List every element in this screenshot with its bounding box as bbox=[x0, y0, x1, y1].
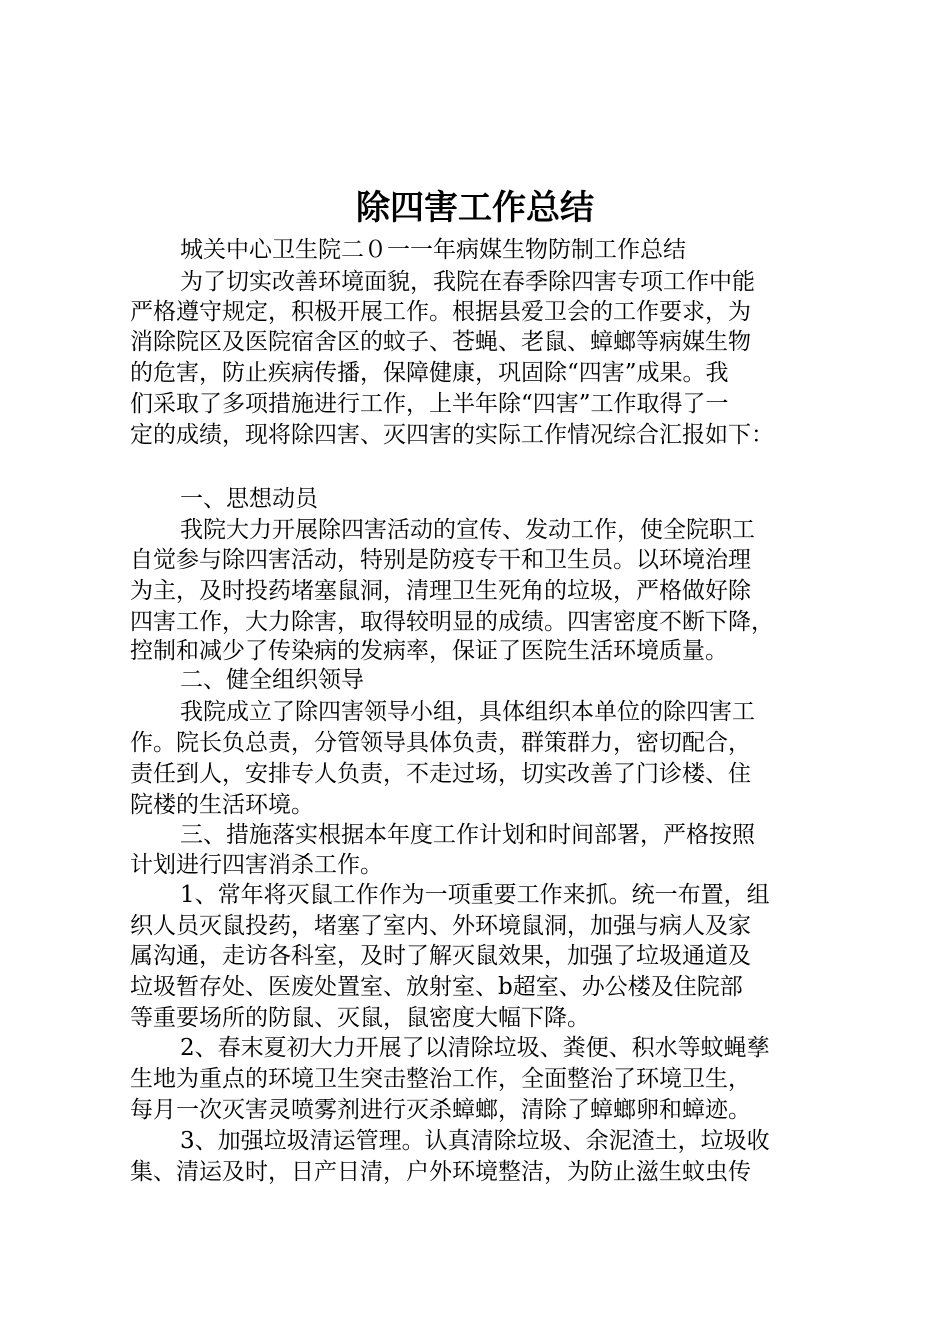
body-line: 计划进行四害消杀工作。 bbox=[130, 852, 383, 878]
body-line: 严格遵守规定，积极开展工作。根据县爱卫会的工作要求，为 bbox=[130, 299, 751, 325]
body-line: 垃圾暂存处、医废处置室、放射室、b超室、办公楼及住院部 bbox=[130, 974, 743, 1000]
body-line: 为主，及时投药堵塞鼠洞，清理卫生死角的垃圾，严格做好除 bbox=[130, 578, 751, 604]
body-line: 责任到人，安排专人负责，不走过场，切实改善了门诊楼、住 bbox=[130, 761, 751, 787]
body-line: 控制和减少了传染病的发病率，保证了医院生活环境质量。 bbox=[130, 638, 728, 664]
body-line: 作。院长负总责，分管领导具体负责，群策群力，密切配合， bbox=[130, 730, 751, 756]
body-line: 的危害，防止疾病传播，保障健康，巩固除“四害”成果。我 bbox=[130, 360, 729, 386]
body-line: 院楼的生活环境。 bbox=[130, 792, 314, 818]
body-line: 们采取了多项措施进行工作，上半年除“四害”工作取得了一 bbox=[130, 391, 729, 417]
body-line: 我院成立了除四害领导小组，具体组织本单位的除四害工 bbox=[180, 699, 755, 725]
body-line: 定的成绩，现将除四害、灭四害的实际工作情况综合汇报如下： bbox=[130, 422, 774, 448]
numbered-item: 3、加强垃圾清运管理。认真清除垃圾、余泥渣土，垃圾收 bbox=[180, 1128, 770, 1154]
numbered-item: 2、春末夏初大力开展了以清除垃圾、粪便、积水等蚊蝇孳 bbox=[180, 1035, 770, 1061]
body-line: 为了切实改善环境面貌，我院在春季除四害专项工作中能 bbox=[180, 269, 755, 295]
document-title: 除四害工作总结 bbox=[356, 188, 594, 228]
section-heading: 三、措施落实根据本年度工作计划和时间部署，严格按照 bbox=[180, 822, 755, 848]
body-line: 消除院区及医院宿舍区的蚊子、苍蝇、老鼠、蟑螂等病媒生物 bbox=[130, 329, 751, 355]
body-line: 我院大力开展除四害活动的宣传、发动工作，使全院职工 bbox=[180, 517, 755, 543]
section-heading: 一、思想动员 bbox=[180, 486, 318, 512]
body-line: 四害工作，大力除害，取得较明显的成绩。四害密度不断下降， bbox=[130, 609, 774, 635]
subtitle-line: 城关中心卫生院二０一一年病媒生物防制工作总结 bbox=[180, 237, 686, 263]
body-line: 织人员灭鼠投药，堵塞了室内、外环境鼠洞，加强与病人及家 bbox=[130, 913, 751, 939]
body-line: 等重要场所的防鼠、灭鼠，鼠密度大幅下降。 bbox=[130, 1005, 590, 1031]
numbered-item: 1、常年将灭鼠工作作为一项重要工作来抓。统一布置，组 bbox=[180, 882, 770, 908]
body-line: 自觉参与除四害活动，特别是防疫专干和卫生员。以环境治理 bbox=[130, 547, 751, 573]
body-line: 每月一次灭害灵喷雾剂进行灭杀蟑螂，清除了蟑螂卵和蟑迹。 bbox=[130, 1097, 751, 1123]
body-line: 生地为重点的环境卫生突击整治工作，全面整治了环境卫生， bbox=[130, 1066, 751, 1092]
section-heading: 二、健全组织领导 bbox=[180, 667, 364, 693]
body-line: 属沟通，走访各科室，及时了解灭鼠效果，加强了垃圾通道及 bbox=[130, 943, 751, 969]
body-line: 集、清运及时，日产日清，户外环境整洁，为防止滋生蚊虫传 bbox=[130, 1159, 751, 1185]
